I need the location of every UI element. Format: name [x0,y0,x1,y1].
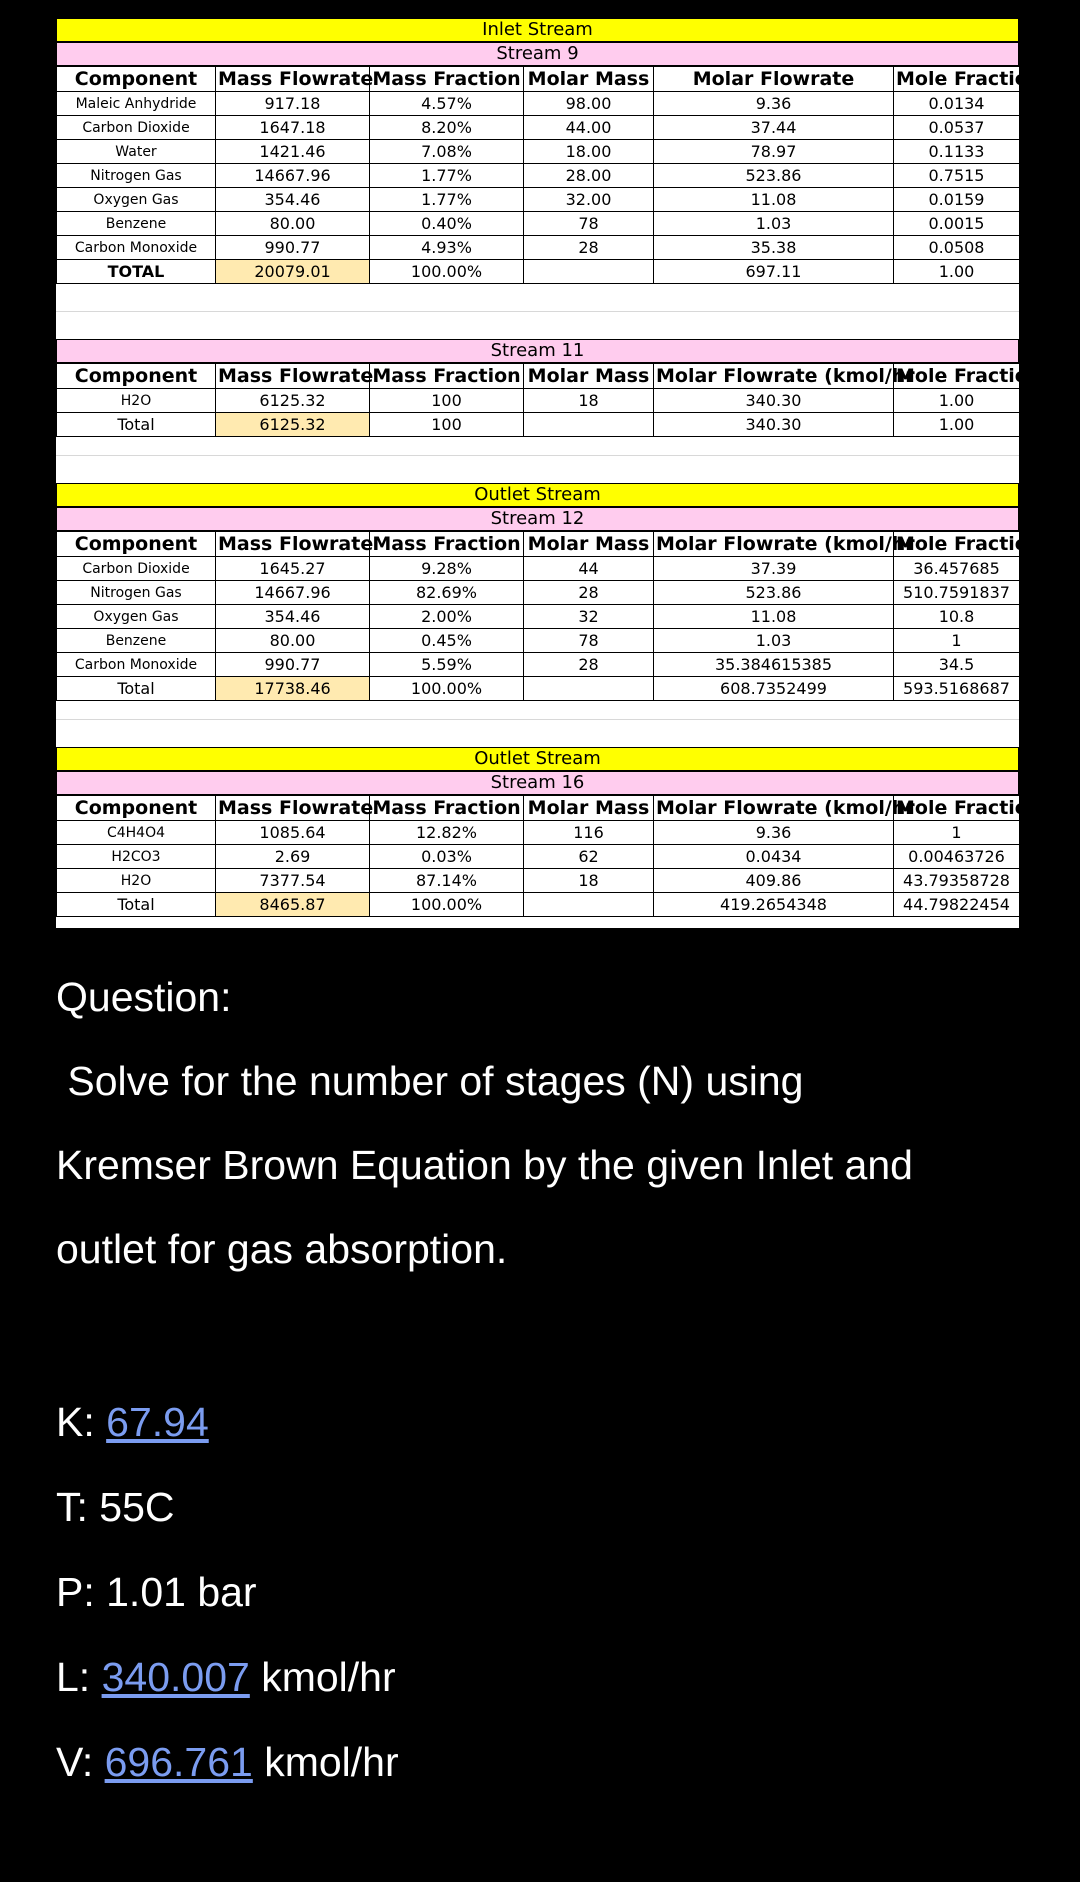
component-cell: Oxygen Gas [57,188,216,212]
param-v [56,1720,399,1805]
param-k [56,1380,399,1465]
table-row [57,629,1020,653]
value-cell: 100 [370,413,524,437]
column-header: Mass Fraction [370,67,524,92]
stream-12-table [56,483,1042,701]
total-row [57,677,1020,701]
component-cell: Total [57,677,216,701]
value-cell: 0.40% [370,212,524,236]
value-cell: 9.28% [370,557,524,581]
value-cell: 62 [524,845,654,869]
value-cell: 28 [524,653,654,677]
value-cell: 8.20% [370,116,524,140]
param-k-label: K: [56,1399,107,1445]
component-cell: Carbon Monoxide [57,236,216,260]
component-cell: Water [57,140,216,164]
column-header: Mass Fraction [370,796,524,821]
column-header: Component [57,532,216,557]
value-cell: 6125.32 [216,413,370,437]
column-header: Molar Flowrate [654,67,894,92]
stream-9-grid [56,66,1042,284]
param-v-label: V: [56,1739,105,1785]
value-cell: 7377.54 [216,869,370,893]
value-cell: 44 [524,557,654,581]
value-cell: 100.00% [370,893,524,917]
value-cell: 28 [524,581,654,605]
value-cell: 1.03 [654,629,894,653]
column-header: Molar Flowrate (kmol/hr [654,364,894,389]
column-header: Mass Fraction [370,532,524,557]
value-cell: 917.18 [216,92,370,116]
value-cell: 510.7591837 [894,581,1020,605]
value-cell: 1.77% [370,188,524,212]
value-cell: 17738.46 [216,677,370,701]
value-cell: 35.38 [654,236,894,260]
question-label: Question: [56,974,232,1020]
value-cell: 28.00 [524,164,654,188]
table-row [57,212,1020,236]
value-cell: 7.08% [370,140,524,164]
column-header: Mass Flowrate [216,796,370,821]
value-cell: 37.44 [654,116,894,140]
value-cell: 340.30 [654,413,894,437]
stream-16-table [56,747,1042,917]
value-cell: 11.08 [654,605,894,629]
component-cell: Nitrogen Gas [57,164,216,188]
value-cell: 11.08 [654,188,894,212]
value-cell: 593.5168687 [894,677,1020,701]
value-cell: 10.8 [894,605,1020,629]
stream-9-subtitle: Stream 9 [56,42,1019,66]
value-cell [524,893,654,917]
value-cell: 100 [370,389,524,413]
table-row [57,581,1020,605]
value-cell: 4.57% [370,92,524,116]
value-cell: 409.86 [654,869,894,893]
spreadsheet-image [56,18,1042,928]
value-cell: 100.00% [370,677,524,701]
value-cell: 34.5 [894,653,1020,677]
column-header: Molar Mass [524,532,654,557]
value-cell: 35.384615385 [654,653,894,677]
value-cell: 28 [524,236,654,260]
param-k-value-link[interactable]: 67.94 [106,1399,209,1445]
column-header: Molar Mass [524,796,654,821]
header-row [57,532,1020,557]
value-cell: 6125.32 [216,389,370,413]
column-header: Mole Fraction [894,532,1020,557]
total-row [57,413,1020,437]
stream-16-subtitle: Stream 16 [56,771,1019,795]
table-row [57,188,1020,212]
value-cell: 18 [524,389,654,413]
value-cell: 80.00 [216,212,370,236]
column-header: Mass Flowrate [216,364,370,389]
value-cell: 523.86 [654,581,894,605]
stream-9-title: Inlet Stream [56,18,1019,42]
component-cell: Benzene [57,212,216,236]
stream-9-table [56,18,1042,284]
value-cell: 1.00 [894,413,1020,437]
table-row [57,821,1020,845]
component-cell: TOTAL [57,260,216,284]
value-cell: 0.0508 [894,236,1020,260]
value-cell: 14667.96 [216,164,370,188]
column-header: Molar Flowrate (kmol/hr [654,532,894,557]
column-header: Molar Mass [524,364,654,389]
value-cell: 1 [894,629,1020,653]
value-cell: 1.00 [894,260,1020,284]
stream-12-title: Outlet Stream [56,483,1019,507]
value-cell [524,260,654,284]
value-cell: 1421.46 [216,140,370,164]
value-cell: 0.00463726 [894,845,1020,869]
value-cell: 5.59% [370,653,524,677]
param-v-value-link[interactable]: 696.761 [104,1739,253,1785]
table-row [57,389,1020,413]
component-cell: Maleic Anhydride [57,92,216,116]
value-cell: 608.7352499 [654,677,894,701]
component-cell: Total [57,413,216,437]
value-cell: 1 [894,821,1020,845]
value-cell: 2.69 [216,845,370,869]
value-cell: 100.00% [370,260,524,284]
param-v-unit: kmol/hr [252,1739,399,1785]
value-cell: 0.0015 [894,212,1020,236]
value-cell: 340.30 [654,389,894,413]
stream-16-title: Outlet Stream [56,747,1019,771]
value-cell: 990.77 [216,236,370,260]
value-cell: 78 [524,629,654,653]
value-cell: 523.86 [654,164,894,188]
column-header: Mass Flowrate [216,67,370,92]
value-cell: 78 [524,212,654,236]
value-cell: 419.2654348 [654,893,894,917]
param-t: T: 55C [56,1484,175,1530]
value-cell: 2.00% [370,605,524,629]
value-cell: 0.45% [370,629,524,653]
table-row [57,845,1020,869]
component-cell: Carbon Dioxide [57,116,216,140]
value-cell: 18 [524,869,654,893]
parameters-block [56,1380,399,1805]
value-cell: 18.00 [524,140,654,164]
value-cell: 697.11 [654,260,894,284]
component-cell: Oxygen Gas [57,605,216,629]
param-p: P: 1.01 bar [56,1569,257,1615]
table-row [57,116,1020,140]
component-cell: Carbon Dioxide [57,557,216,581]
value-cell: 87.14% [370,869,524,893]
header-row [57,67,1020,92]
value-cell: 8465.87 [216,893,370,917]
column-header: Molar Mass [524,67,654,92]
header-row [57,364,1020,389]
value-cell [524,677,654,701]
stream-11-subtitle: Stream 11 [56,339,1019,363]
question-line-3: outlet for gas absorption. [56,1226,508,1272]
component-cell: Nitrogen Gas [57,581,216,605]
value-cell: 990.77 [216,653,370,677]
table-row [57,605,1020,629]
total-row [57,260,1020,284]
table-row [57,140,1020,164]
table-row [57,653,1020,677]
value-cell: 0.0434 [654,845,894,869]
value-cell: 12.82% [370,821,524,845]
value-cell: 36.457685 [894,557,1020,581]
question-block [56,955,1046,1291]
column-header: Component [57,364,216,389]
value-cell: 43.79358728 [894,869,1020,893]
stream-16-grid [56,795,1042,917]
value-cell: 44.79822454 [894,893,1020,917]
value-cell: 0.7515 [894,164,1020,188]
question-line-1: Solve for the number of stages (N) using [56,1058,804,1104]
value-cell: 32.00 [524,188,654,212]
value-cell: 1.00 [894,389,1020,413]
value-cell: 4.93% [370,236,524,260]
value-cell: 0.03% [370,845,524,869]
value-cell: 354.46 [216,605,370,629]
column-header: Mole Fraction [894,364,1020,389]
question-line-2: Kremser Brown Equation by the given Inlet and [56,1142,913,1188]
column-header: Molar Flowrate (kmol/hr [654,796,894,821]
component-cell: Carbon Monoxide [57,653,216,677]
column-header: Mole Fraction [894,67,1020,92]
column-header: Mass Flowrate [216,532,370,557]
table-row [57,236,1020,260]
column-header: Mass Fraction [370,364,524,389]
value-cell: 0.0134 [894,92,1020,116]
value-cell: 20079.01 [216,260,370,284]
component-cell: Benzene [57,629,216,653]
table-row [57,92,1020,116]
value-cell: 354.46 [216,188,370,212]
value-cell: 98.00 [524,92,654,116]
value-cell: 0.1133 [894,140,1020,164]
stream-12-grid [56,531,1042,701]
column-header: Mole Fraction [894,796,1020,821]
value-cell: 9.36 [654,92,894,116]
table-row [57,869,1020,893]
param-l-label: L: [56,1654,102,1700]
param-l-value-link[interactable]: 340.007 [101,1654,250,1700]
stream-12-subtitle: Stream 12 [56,507,1019,531]
stream-11-table [56,339,1042,437]
value-cell [524,413,654,437]
value-cell: 1.03 [654,212,894,236]
component-cell: H2O [57,869,216,893]
value-cell: 78.97 [654,140,894,164]
column-header: Component [57,796,216,821]
component-cell: H2CO3 [57,845,216,869]
value-cell: 44.00 [524,116,654,140]
param-l-unit: kmol/hr [249,1654,396,1700]
value-cell: 37.39 [654,557,894,581]
total-row [57,893,1020,917]
component-cell: Total [57,893,216,917]
header-row [57,796,1020,821]
component-cell: C4H4O4 [57,821,216,845]
column-header: Component [57,67,216,92]
value-cell: 32 [524,605,654,629]
value-cell: 1645.27 [216,557,370,581]
stream-11-grid [56,363,1042,437]
component-cell: H2O [57,389,216,413]
value-cell: 0.0159 [894,188,1020,212]
value-cell: 80.00 [216,629,370,653]
param-l [56,1635,399,1720]
value-cell: 14667.96 [216,581,370,605]
value-cell: 1647.18 [216,116,370,140]
value-cell: 1085.64 [216,821,370,845]
value-cell: 1.77% [370,164,524,188]
value-cell: 82.69% [370,581,524,605]
table-row [57,164,1020,188]
table-row [57,557,1020,581]
value-cell: 116 [524,821,654,845]
value-cell: 0.0537 [894,116,1020,140]
value-cell: 9.36 [654,821,894,845]
